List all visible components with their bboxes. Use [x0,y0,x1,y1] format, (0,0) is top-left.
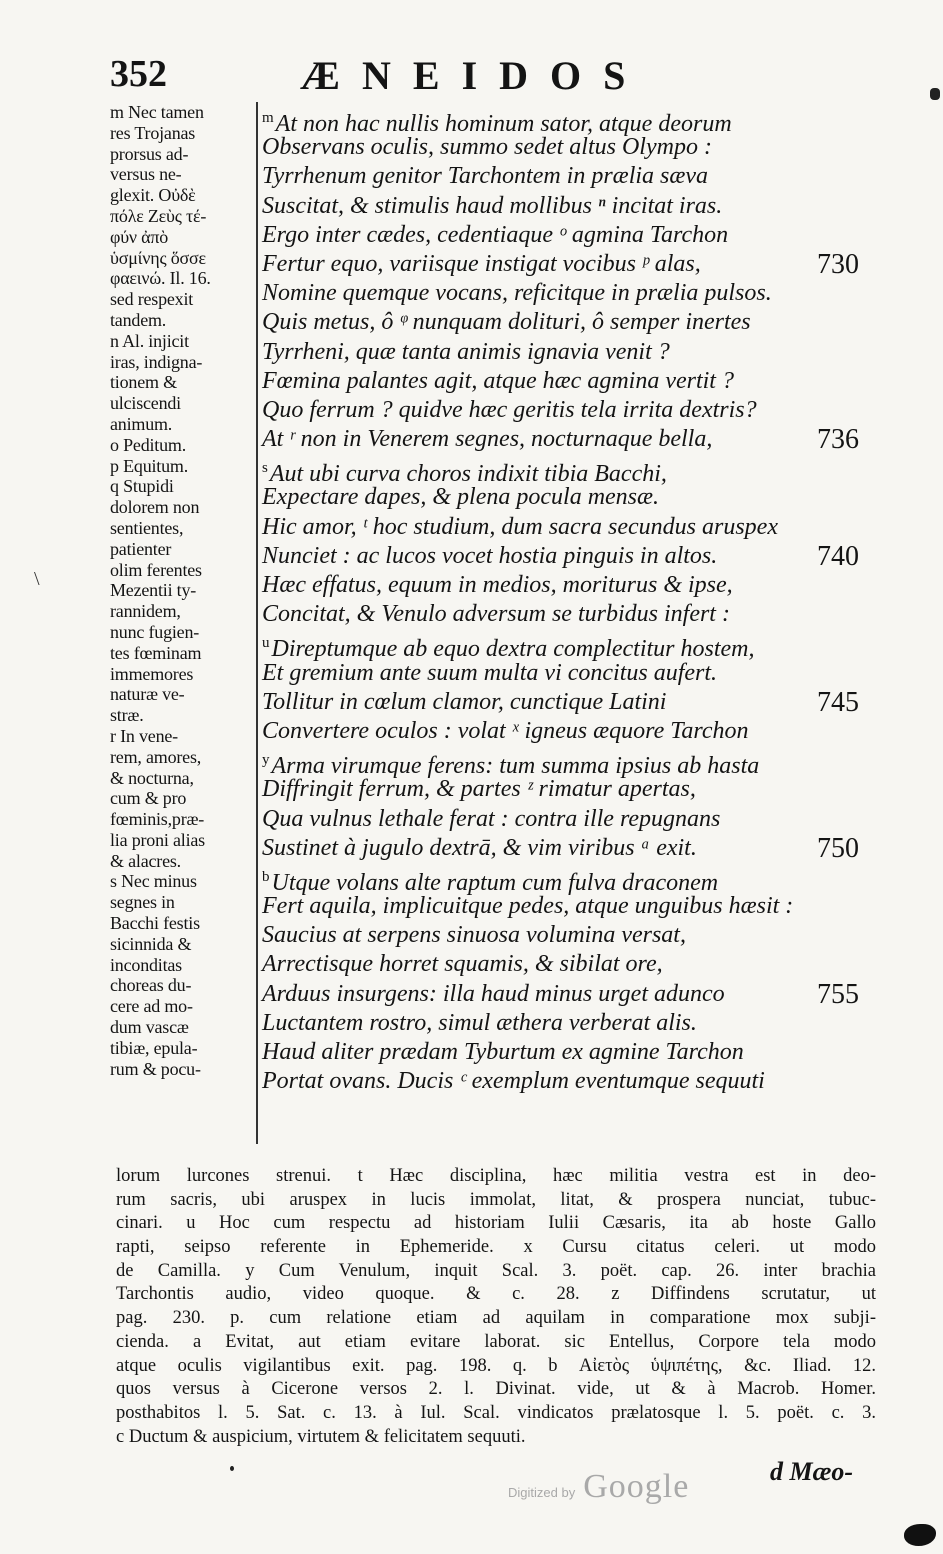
verse-line [262,542,882,571]
verse-text-line: Quo ferrum ? quidve hæc geritis tela irrita dextris? [262,396,757,423]
verse-text-line: Tyrrhenum genitor Tarchontem in prælia sæva [262,163,709,190]
marginal-note-line: rem, amores, [110,746,202,767]
verse-text-line: Portat ovans. Ducis ᶜ exemplum eventumque sequuti [262,1068,765,1095]
footnote-line: lorum lurcones strenui. t Hæc disciplina, hæc militia vestra est in deo- [116,1166,876,1186]
line-number: 755 [817,978,859,1010]
verse-line [262,396,882,425]
verse-line [262,133,882,162]
marginal-note-line: r In vene- [110,725,178,746]
footnote-line: quos versus à Cicerone versos 2. l. Divinat. vide, ut & à Macrob. Homer. [116,1379,876,1400]
page-header [110,52,910,100]
verse-line [262,688,882,717]
footnote-line: atque oculis vigilantibus exit. pag. 198. q. b Αἰετὸς ὑψιπέτης, &c. Iliad. 12. [116,1355,876,1376]
verse-line [262,629,882,663]
line-number: 736 [817,424,859,456]
verse-text-line: Qua vulnus lethale ferat : contra ille repugnans [262,805,721,832]
verse-line [262,600,882,629]
footnote-line: c Ductum & auspicium, virtutem & felicitatem sequuti. [116,1426,526,1447]
line-number: 750 [817,832,859,864]
footnote-line: de Camilla. y Cum Venulum, inquit Scal. 3. poët. cap. 26. inter brachia [116,1260,876,1281]
verse-text-line: Nomine quemque vocans, reficitque in prælia pulsos. [262,280,772,307]
marginal-note-line: sed respexit [110,289,194,310]
verse-text-line: Diffringit ferrum, & partes ᶻ rimatur apertas, [262,776,696,803]
verse-line [262,1009,882,1038]
verse-line [262,454,882,488]
marginal-note-line: iras, indigna- [110,351,203,372]
verse-line [262,513,882,542]
marginal-note-line: tionem & [110,372,177,393]
verse-note-marker: y [262,752,270,769]
digitization-watermark [508,1468,689,1506]
verse-line [262,746,882,780]
verse-line [262,717,882,746]
verse-line [262,863,882,896]
verse-text-line: Haud aliter prædam Tyburtum ex agmine Tarchon [262,1039,744,1065]
verse-text-line: Saucius at serpens sinuosa volumina versat, [262,922,686,949]
verse-line [262,571,882,600]
footnote-line: Tarchontis audio, video quoque. & c. 28. z Diffindens scrutatur, ut [116,1284,876,1305]
marginal-note-line: Mezentii ty- [110,580,197,601]
line-number: 740 [817,540,859,572]
marginal-note-line: sicinnida & [110,933,192,954]
marginal-note-line: rum & pocu- [110,1058,201,1079]
verse-text-line: Ergo inter cædes, cedentiaque ᵒ agmina Tarchon [262,221,729,248]
marginal-note-line: cum & pro [110,788,187,809]
marginal-note-line: o Peditum. [110,434,187,455]
marginal-note-line: cere ad mo- [110,996,193,1017]
marginal-note-line: patienter [110,538,172,559]
footnote-line: cienda. a Evitat, aut etiam evitare laborat. sic Entellus, Corpore tela modo [116,1331,876,1352]
verse-text-line: Arduus insurgens: illa haud minus urget adunco [262,980,725,1007]
footnote-line: rapti, seipso referente in Ephemeride. x Cursu citatus celeri. ut modo [116,1237,876,1258]
marginal-note-line: glexit. Οὐδὲ [110,185,196,206]
marginal-note-line: q Stupidi [110,476,174,497]
marginal-note-line: segnes in [110,892,175,913]
marginal-note-line: m Nec tamen [110,102,204,122]
marginal-note-line: rannidem, [110,601,181,622]
google-wordmark: Google [583,1468,690,1505]
verse-line [262,104,882,137]
footnote-line: posthabitos l. 5. Sat. c. 13. à Iul. Scal. vindicatos prælatosque l. 5. poët. c. 3. [116,1402,876,1423]
verse-text-line: Et gremium ante suum multa vi concitus aufert. [262,659,718,686]
verse-line [262,834,882,863]
verse-line [262,1038,882,1067]
verse-line [262,892,882,921]
verse-text-line: Fœmina palantes agit, atque hæc agmina vertit ? [262,367,734,394]
verse-note-marker: m [262,110,274,126]
marginal-note-line: ὑσμίνης ὅσσε [110,247,206,268]
footnote-line: rum sacris, ubi aruspex in lucis immolat, litat, & prospera nunciat, tubuc- [116,1189,876,1210]
verse-text [262,104,882,1096]
marginal-note-line: tandem. [110,309,167,330]
verse-text-line: Fertur equo, variisque instigat vocibus ᵖ alas, [262,250,701,277]
verse-line [262,338,882,367]
marginal-note-line: lia proni alias [110,829,205,850]
verse-note-marker: s [262,460,268,477]
marginal-note-line: tibiæ, epula- [110,1037,198,1058]
verse-text-line: Utque volans alte raptum cum fulva draconem [271,869,719,896]
marginal-note-line: n Al. injicit [110,330,189,351]
verse-text-line: Convertere oculos : volat ˣ igneus æquore Tarchon [262,717,749,744]
marginal-note-line: fœminis,præ- [110,809,205,830]
marginal-note-line: res Trojanas [110,122,196,143]
marginal-note-line: ulciscendi [110,393,181,414]
verse-line [262,483,882,512]
marginal-note-line: Bacchi festis [110,913,200,934]
line-number: 745 [817,686,859,718]
verse-line [262,367,882,396]
footnote-line: cinari. u Hoc cum respectu ad historiam Iulii Cæsaris, ita ab hoste Gallo [116,1213,876,1234]
verse-text-line: Hæc effatus, equum in medios, moriturus & ipse, [262,572,733,598]
verse-text-line: Fert aquila, implicuitque pedes, atque unguibus hæsit : [262,893,794,920]
verse-line [262,308,882,337]
verse-text-line: Direptumque ab equo dextra complectitur hostem, [271,636,755,663]
verse-line [262,162,882,191]
verse-text-line: Suscitat, & stimulis haud mollibus ⁿ incitat iras. [262,192,723,219]
marginal-note-line: sentientes, [110,517,184,538]
marginal-note-line: animum. [110,413,173,434]
marginal-note-line: olim ferentes [110,559,202,580]
catchword: d Mæo- [770,1457,854,1486]
page-number: 352 [110,53,167,95]
verse-line [262,1067,882,1096]
verse-text-line: Observans oculis, summo sedet altus Olympo : [262,134,712,161]
marginal-note-line: prorsus ad- [110,143,189,164]
marginal-notes [110,102,258,1079]
verse-text-line: Nunciet : ac lucos vocet hostia pinguis in altos. [262,542,718,569]
verse-line [262,805,882,834]
marginal-note-line: & alacres. [110,850,181,871]
verse-line [262,192,882,221]
verse-line [262,425,882,454]
verse-text-line: Concitat, & Venulo adversum se turbidus infert : [262,601,730,628]
verse-text-line: Hic amor, ᵗ hoc studium, dum sacra secundus aruspex [262,513,778,540]
verse-text-line: Arrectisque horret squamis, & sibilat ore, [262,951,663,978]
ink-dot [230,1466,234,1471]
digitized-by-label: Digitized by [508,1485,576,1500]
running-title: ÆNEIDOS [300,53,648,98]
footnotes [116,1165,876,1449]
verse-line [262,279,882,308]
verse-line [262,980,882,1009]
verse-text-line: At non hac nullis hominum sator, atque deorum [275,111,732,137]
verse-text-line: Quis metus, ô ᵠ nunquam dolituri, ô semper inertes [262,309,751,336]
column-divider [256,102,258,1144]
verse-line [262,775,882,804]
verse-text-line: Aut ubi curva choros indixit tibia Bacchi, [269,461,667,488]
ink-blot [904,1524,936,1546]
verse-line [262,250,882,279]
marginal-note-line: dum vascæ [110,1017,189,1038]
verse-line [262,921,882,950]
marginal-note-line: φύν ἀπὸ [110,226,169,247]
verse-text-line: Sustinet à jugulo dextrā, & vim viribus ᵃ exit. [262,834,697,861]
marginal-note-line: nunc fugien- [110,621,200,642]
marginal-note-line: p Equitum. [110,455,188,476]
marginal-note-line: dolorem non [110,497,200,518]
line-number: 730 [817,248,859,280]
ink-blot-ornament [930,88,940,100]
marginal-note-line: φαεινώ. Il. 16. [110,268,211,289]
marginal-note-line: s Nec minus [110,871,197,892]
marginal-note-line: πόλε Ζεὺς τέ- [110,205,207,226]
verse-note-marker: b [262,868,270,885]
verse-text-line: Expectare dapes, & plena pocula mensæ. [262,484,660,511]
verse-line [262,950,882,979]
marginal-note-line: inconditas [110,954,182,975]
marginal-note-line: immemores [110,663,194,684]
margin-mark: \ [34,568,40,590]
verse-line [262,659,882,688]
marginal-note-line: versus ne- [110,164,182,185]
marginal-note-line: & nocturna, [110,767,194,788]
verse-text-line: At ʳ non in Venerem segnes, nocturnaque bella, [262,426,713,453]
footnote-line: pag. 230. p. cum relatione etiam ad aquilam in comparatione mox subji- [116,1308,876,1329]
verse-text-line: Tyrrheni, quæ tanta animis ignavia venit ? [262,338,670,365]
verse-note-marker: u [262,635,270,652]
marginal-note-line: tes fœminam [110,642,202,663]
marginal-note-line: choreas du- [110,975,192,996]
verse-line [262,221,882,250]
verse-text-line: Luctantem rostro, simul æthera verberat alis. [262,1009,697,1036]
marginal-note-line: stræ. [110,705,144,726]
marginal-note-line: naturæ ve- [110,684,185,705]
verse-text-line: Tollitur in cœlum clamor, cunctique Latini [262,688,667,715]
verse-text-line: Arma virumque ferens: tum summa ipsius ab hasta [271,753,760,780]
